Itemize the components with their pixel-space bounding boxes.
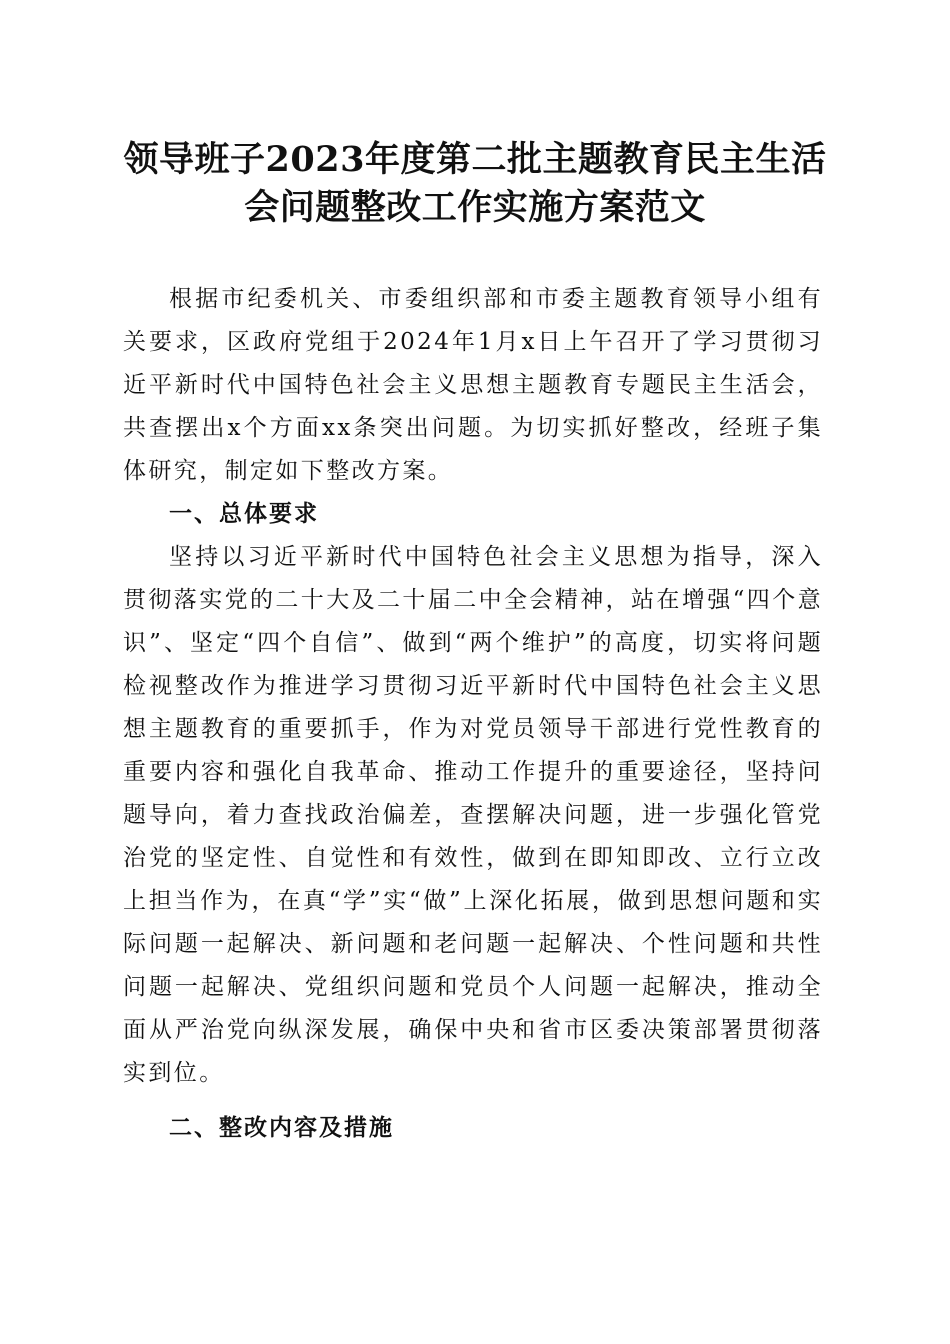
intro-paragraph: 根据市纪委机关、市委组织部和市委主题教育领导小组有关要求，区政府党组于2024年1月x日上午召开了学习贯彻习近平新时代中国特色社会主义思想主题教育专题民主生活会，共查摆出x个方面xx条突出问题。为切实抓好整改，经班子集体研究，制定如下整改方案。 — [123, 286, 823, 484]
section-heading-rectification: 二、整改内容及措施 — [169, 1115, 394, 1141]
general-requirements-paragraph: 坚持以习近平新时代中国特色社会主义思想为指导，深入贯彻落实党的二十大及二十届二中全会精神，站在增强“四个意识”、坚定“四个自信”、做到“两个维护”的高度，切实将问题检视整改作为推进学习贯彻习近平新时代中国特色社会主义思想主题教育的重要抓手，作为对党员领导干部进行党性教育的重要内容和强化自我革命、推动工作提升的重要途径，坚持问题导向，着力查找政治偏差，查摆解决问题，进一步强化管党治党的坚定性、自觉性和有效性，做到在即知即改、立行立改上担当作为，在真“学”实“做”上深化拓展，做到思想问题和实际问题一起解决、新问题和老问题一起解决、个性问题和共性问题一起解决、党组织问题和党员个人问题一起解决，推动全面从严治党向纵深发展，确保中央和省市区委决策部署贯彻落实到位。 — [123, 544, 823, 1086]
document-title — [100, 136, 850, 232]
title-line-2: 会问题整改工作实施方案范文 — [244, 187, 706, 228]
title-line-1: 领导班子2023年度第二批主题教育民主生活 — [123, 139, 827, 180]
section-heading-general-requirements: 一、总体要求 — [169, 501, 319, 527]
document-body — [123, 278, 823, 1150]
